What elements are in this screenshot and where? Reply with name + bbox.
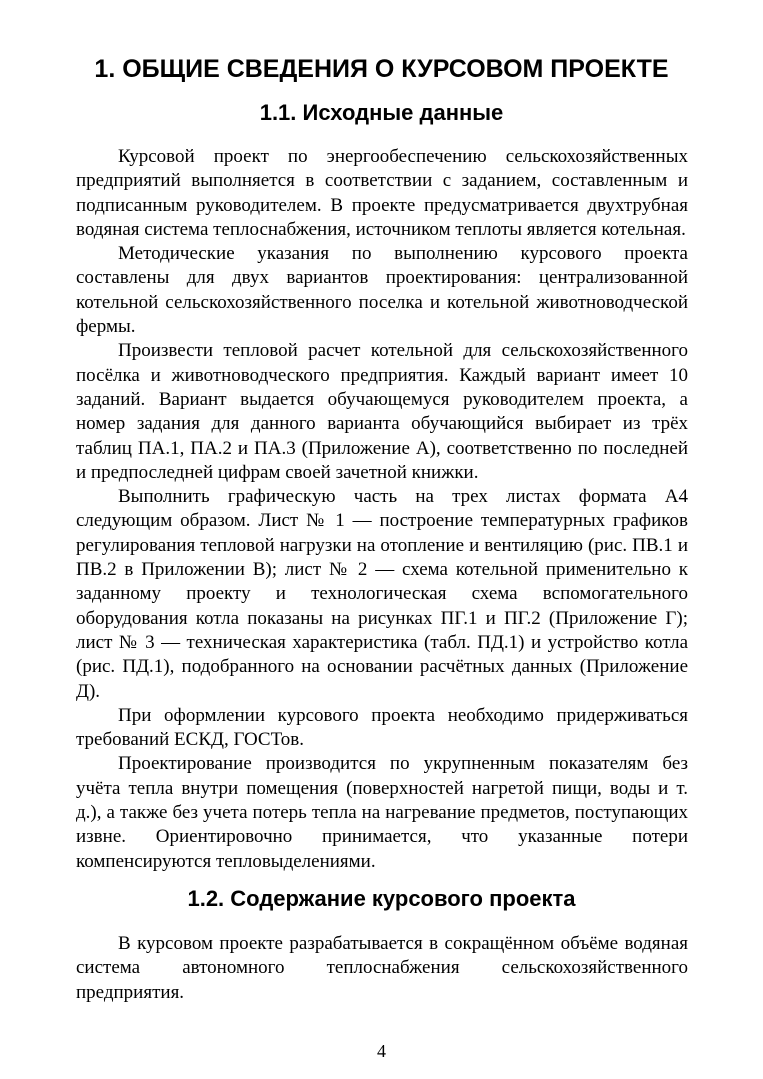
section-title-1-1: 1.1. Исходные данные <box>259 100 504 125</box>
section-1-1-body <box>76 145 688 874</box>
section-1-2-body <box>76 932 688 1005</box>
paragraph: Произвести тепловой расчет котельной для сельскохозяйственного посёлка и животноводческого предприятия. Каждый вариант имеет 10 заданий. Вариант выдается обучающемуся руководителем проекта, а номер задания для данного варианта обучающийся выбирает из трёх таблиц ПА.1, ПА.2 и ПА.3 (Приложение А), соответственно по последней и предпоследней цифрам своей зачетной книжки. <box>76 340 688 483</box>
paragraph: Методические указания по выполнению курсового проекта составлены для двух вариантов проектирования: централизованной котельной сельскохозяйственного поселка и котельной животноводческой фермы. <box>76 243 688 338</box>
paragraph: При оформлении курсового проекта необходимо придерживаться требований ЕСКД, ГОСТов. <box>76 704 688 751</box>
paragraph: Выполнить графическую часть на трех листах формата А4 следующим образом. Лист № 1 — построение температурных графиков регулирования тепловой нагрузки на отопление и вентиляцию (рис. ПВ.1 и ПВ.2 в Приложении В); лист № 2 — схема котельной применительно к заданному проекту и технологическая схема вспомогательного оборудования котла показаны на рисунках ПГ.1 и ПГ.2 (Приложение Г); лист № 3 — техническая характеристика (табл. ПД.1) и устройство котла (рис. ПД.1), подобранного на основании расчётных данных (Приложение Д). <box>76 486 688 702</box>
paragraph: Курсовой проект по энергообеспечению сельскохозяйственных предприятий выполняется в соответствии с заданием, составленным и подписанным руководителем. В проекте предусматривается двухтрубная водяная система теплоснабжения, источником теплоты является котельная. <box>76 146 688 240</box>
page-number: 4 <box>377 1041 386 1061</box>
paragraph: В курсовом проекте разрабатывается в сокращённом объёме водяная система автономного теплоснабжения сельскохозяйственного предприятия. <box>76 933 688 1003</box>
paragraph: Проектирование производится по укрупненным показателям без учёта тепла внутри помещения (поверхностей нагретой пищи, воды и т. д.), а также без учета потерь тепла на нагревание предметов, поступающих извне. Ориентировочно принимается, что указанные потери компенсируются тепловыделениями. <box>76 753 688 872</box>
section-title-1-2: 1.2. Содержание курсового проекта <box>187 886 576 911</box>
chapter-heading: 1. ОБЩИЕ СВЕДЕНИЯ О КУРСОВОМ ПРОЕКТЕ <box>94 55 669 83</box>
